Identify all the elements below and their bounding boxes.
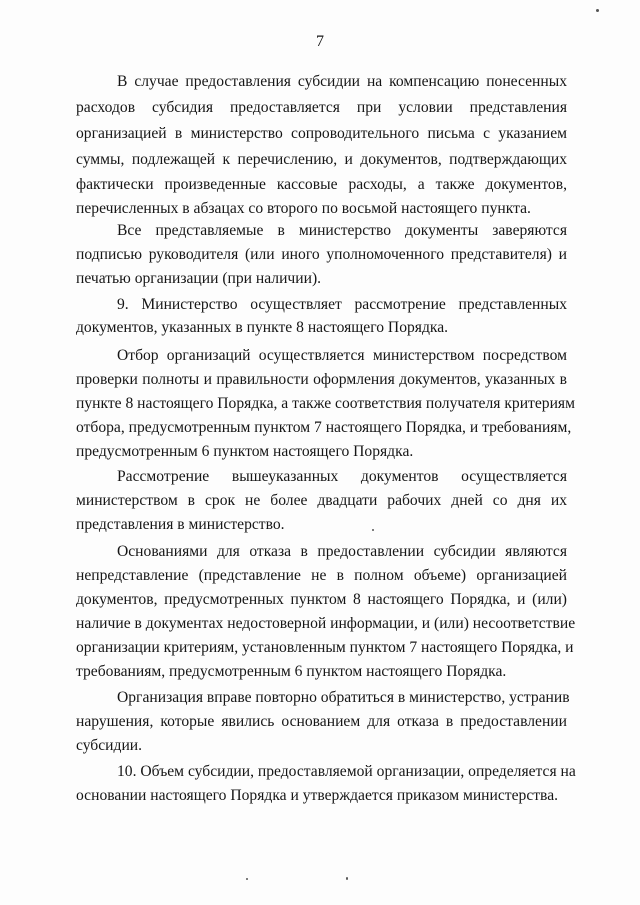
- text-line: документов, предусмотренных пунктом 8 настоящего Порядка, и (или): [76, 591, 567, 608]
- text-line: предусмотренным 6 пунктом настоящего Порядка.: [76, 443, 414, 460]
- text-line: 10. Объем субсидии, предоставляемой организации, определяется на: [117, 763, 576, 780]
- text-line: субсидии.: [76, 737, 143, 754]
- page-number: 7: [316, 33, 324, 50]
- text-line: организацией в министерство сопроводительного письма с указанием: [76, 125, 567, 142]
- text-line: организации критериям, установленным пунктом 7 настоящего Порядка, и: [76, 639, 574, 656]
- text-line: проверки полноты и правильности оформления документов, указанных в: [76, 371, 567, 388]
- text-line: В случае предоставления субсидии на компенсацию понесенных: [117, 73, 567, 90]
- text-line: печатью организации (при наличии).: [76, 270, 322, 287]
- text-line: подписью руководителя (или иного уполномоченного представителя) и: [76, 246, 567, 263]
- text-line: наличие в документах недостоверной информации, и (или) несоответствие: [76, 615, 576, 632]
- scan-speck: [372, 529, 374, 531]
- text-line: министерством в срок не более двадцати рабочих дней со дня их: [76, 492, 567, 509]
- text-line: Все представляемые в министерство документы заверяются: [117, 222, 567, 239]
- text-line: представления в министерство.: [76, 516, 285, 533]
- text-line: нарушения, которые явились основанием для отказа в предоставлении: [76, 713, 567, 730]
- text-line: 9. Министерство осуществляет рассмотрение представленных: [117, 296, 567, 313]
- text-line: расходов субсидия предоставляется при условии представления: [76, 99, 567, 116]
- text-line: документов, указанных в пункте 8 настоящего Порядка.: [76, 319, 449, 336]
- text-line: Основаниями для отказа в предоставлении субсидии являются: [117, 543, 567, 560]
- scan-speck: [596, 9, 599, 12]
- text-line: суммы, подлежащей к перечислению, и документов, подтверждающих: [76, 151, 567, 168]
- text-line: Организация вправе повторно обратиться в министерство, устранив: [117, 689, 570, 706]
- text-line: фактически произведенные кассовые расходы, а также документов,: [76, 176, 567, 193]
- scan-speck: [246, 878, 248, 880]
- text-line: Отбор организаций осуществляется министерством посредством: [117, 347, 567, 364]
- scan-speck: [346, 877, 348, 880]
- text-line: отбора, предусмотренным пунктом 7 настоящего Порядка, и требованиям,: [76, 419, 572, 436]
- text-line: требованиям, предусмотренным 6 пунктом настоящего Порядка.: [76, 663, 507, 680]
- text-line: Рассмотрение вышеуказанных документов осуществляется: [117, 468, 567, 485]
- text-line: основании настоящего Порядка и утверждается приказом министерства.: [76, 787, 559, 804]
- text-line: пункте 8 настоящего Порядка, а также соответствия получателя критериям: [76, 395, 575, 412]
- text-line: перечисленных в абзацах со второго по восьмой настоящего пункта.: [76, 200, 531, 217]
- text-line: непредставление (представление не в полном объеме) организацией: [76, 567, 567, 584]
